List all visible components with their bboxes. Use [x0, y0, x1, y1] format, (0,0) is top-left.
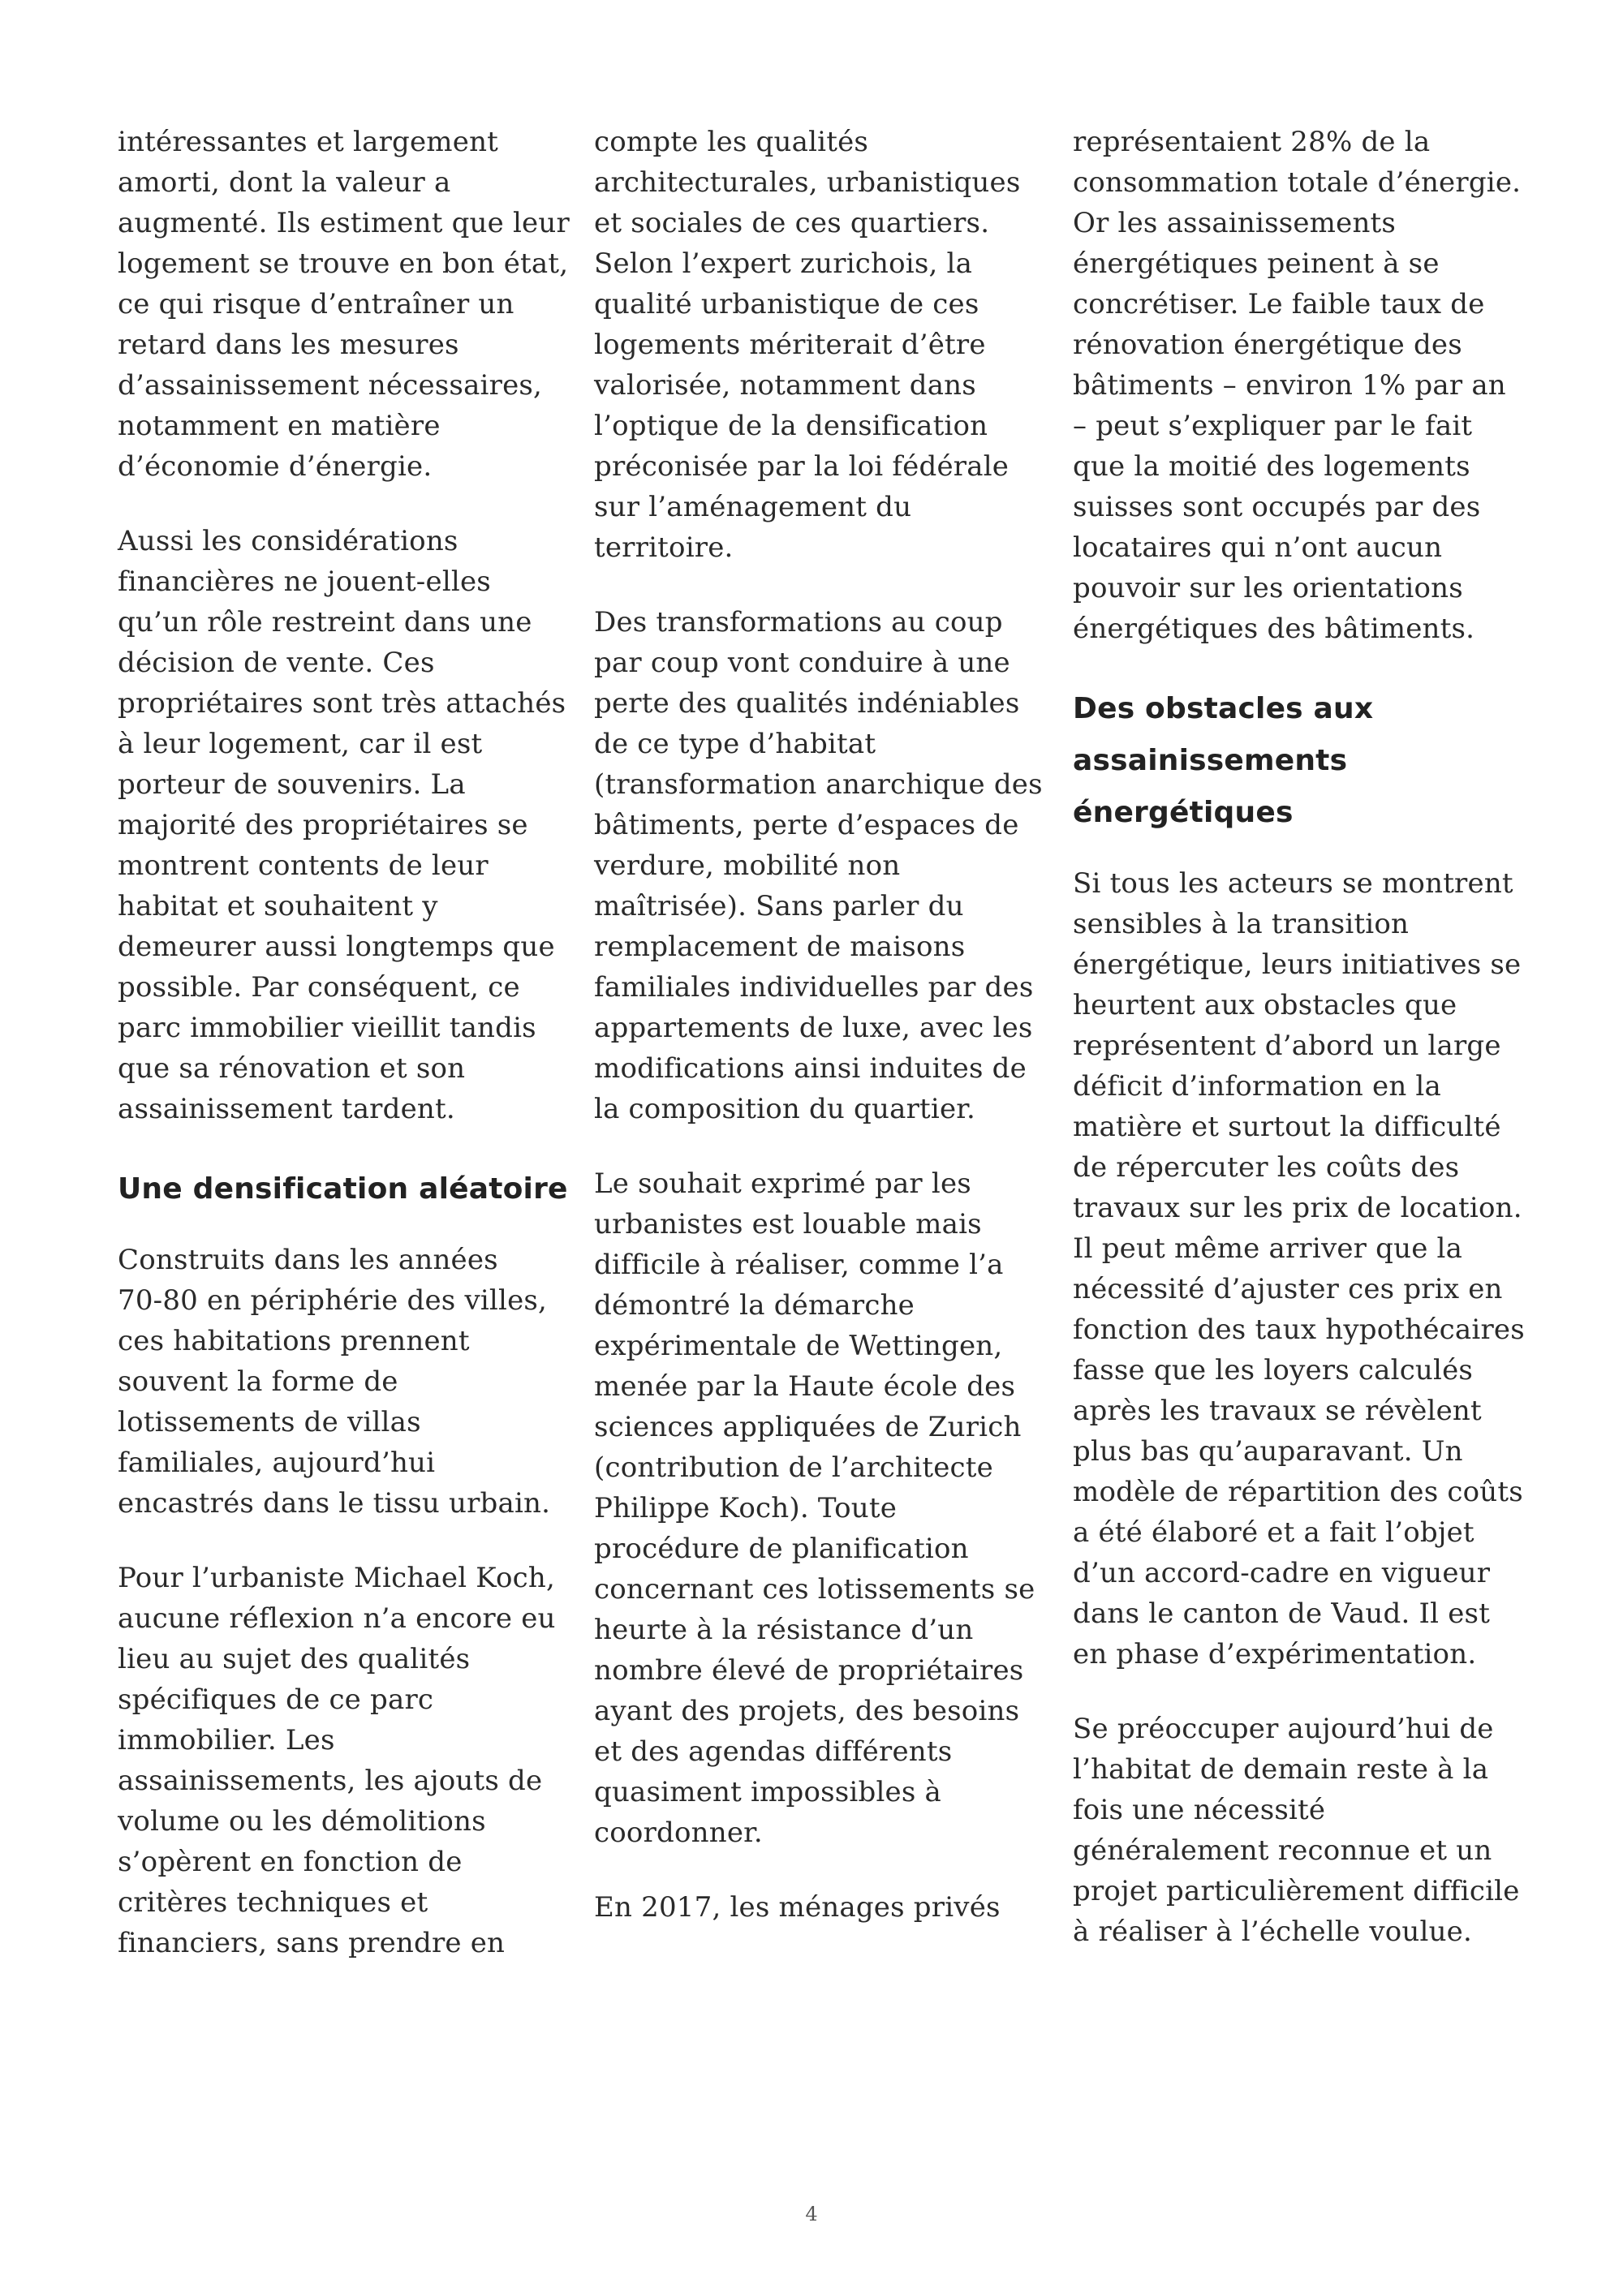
paragraph: Construits dans les années 70-80 en périphérie des villes, ces habitations prennent souvent la forme de lotissements de villas familiales, aujourd’hui encastrés dans le tissu urbain.: [118, 1244, 551, 1520]
section-heading: Des obstacles aux assainissements énergétiques: [1073, 692, 1374, 829]
paragraph: Se préoccuper aujourd’hui de l’habitat de demain reste à la fois une nécessité généralement reconnue et un projet particulièrement difficile à réaliser à l’échelle voulue.: [1073, 1713, 1520, 1948]
paragraph: compte les qualités architecturales, urbanistiques et sociales de ces quartiers. Selon l’expert zurichois, la qualité urbanistique de ces logements mériterait d’être valorisée, notamment dans l’optique de la densification préconisée par la loi fédérale sur l’aménagement du territoire.: [594, 126, 1021, 564]
column-1: [118, 122, 572, 1997]
section-heading: Une densification aléatoire: [118, 1172, 568, 1206]
paragraph: Le souhait exprimé par les urbanistes est louable mais difficile à réaliser, comme l’a démontré la démarche expérimentale de Wettingen, menée par la Haute école des sciences appliquées de Zurich (contribution de l’architecte Philippe Koch). Toute procédure de planification concernant ces lotissements se heurte à la résistance d’un nombre élevé de propriétaires ayant des projets, des besoins et des agendas différents quasiment impossibles à coordonner.: [594, 1167, 1035, 1849]
paragraph: Des transformations au coup par coup vont conduire à une perte des qualités indéniables de ce type d’habitat (transformation anarchique des bâtiments, perte d’espaces de verdure, mobilité non maîtrisée). Sans parler du remplacement de maisons familiales individuelles par des appartements de luxe, avec les modifications ainsi induites de la composition du quartier.: [594, 606, 1043, 1125]
paragraph: En 2017, les ménages privés: [594, 1891, 1001, 1924]
paragraph: Si tous les acteurs se montrent sensibles à la transition énergétique, leurs initiatives se heurtent aux obstacles que représentent d’abord un large déficit d’information en la matière et surtout la difficulté de répercuter les coûts des travaux sur les prix de location. Il peut même arriver que la nécessité d’ajuster ces prix en fonction des taux hypothécaires fasse que les loyers calculés après les travaux se révèlent plus bas qu’auparavant. Un modèle de répartition des coûts a été élaboré et a fait l’objet d’un accord-cadre en vigueur dans le canton de Vaud. Il est en phase d’expérimentation.: [1073, 867, 1525, 1670]
paragraph: représentaient 28% de la consommation totale d’énergie. Or les assainissements énergétiques peinent à se concrétiser. Le faible taux de rénovation énergétique des bâtiments – environ 1% par an – peut s’expliquer par le fait que la moitié des logements suisses sont occupés par des locataires qui n’ont aucun pouvoir sur les orientations énergétiques des bâtiments.: [1073, 126, 1522, 645]
paragraph: Aussi les considérations financières ne jouent-elles qu’un rôle restreint dans une décision de vente. Ces propriétaires sont très attachés à leur logement, car il est porteur de souvenirs. La majorité des propriétaires se montrent contents de leur habitat et souhaitent y demeurer aussi longtemps que possible. Par conséquent, ce parc immobilier vieillit tandis que sa rénovation et son assainissement tardent.: [118, 525, 566, 1125]
column-2: [594, 122, 1048, 1962]
page-number: 4: [805, 2203, 818, 2225]
paragraph: Pour l’urbaniste Michael Koch, aucune réflexion n’a encore eu lieu au sujet des qualités spécifiques de ce parc immobilier. Les assainissements, les ajouts de volume ou les démolitions s’opèrent en fonction de critères techniques et financiers, sans prendre en: [118, 1562, 556, 1959]
column-3: [1073, 122, 1527, 1986]
paragraph: intéressantes et largement amorti, dont la valeur a augmenté. Ils estiment que leur logement se trouve en bon état, ce qui risque d’entraîner un retard dans les mesures d’assainissement nécessaires, notamment en matière d’économie d’énergie.: [118, 126, 570, 483]
